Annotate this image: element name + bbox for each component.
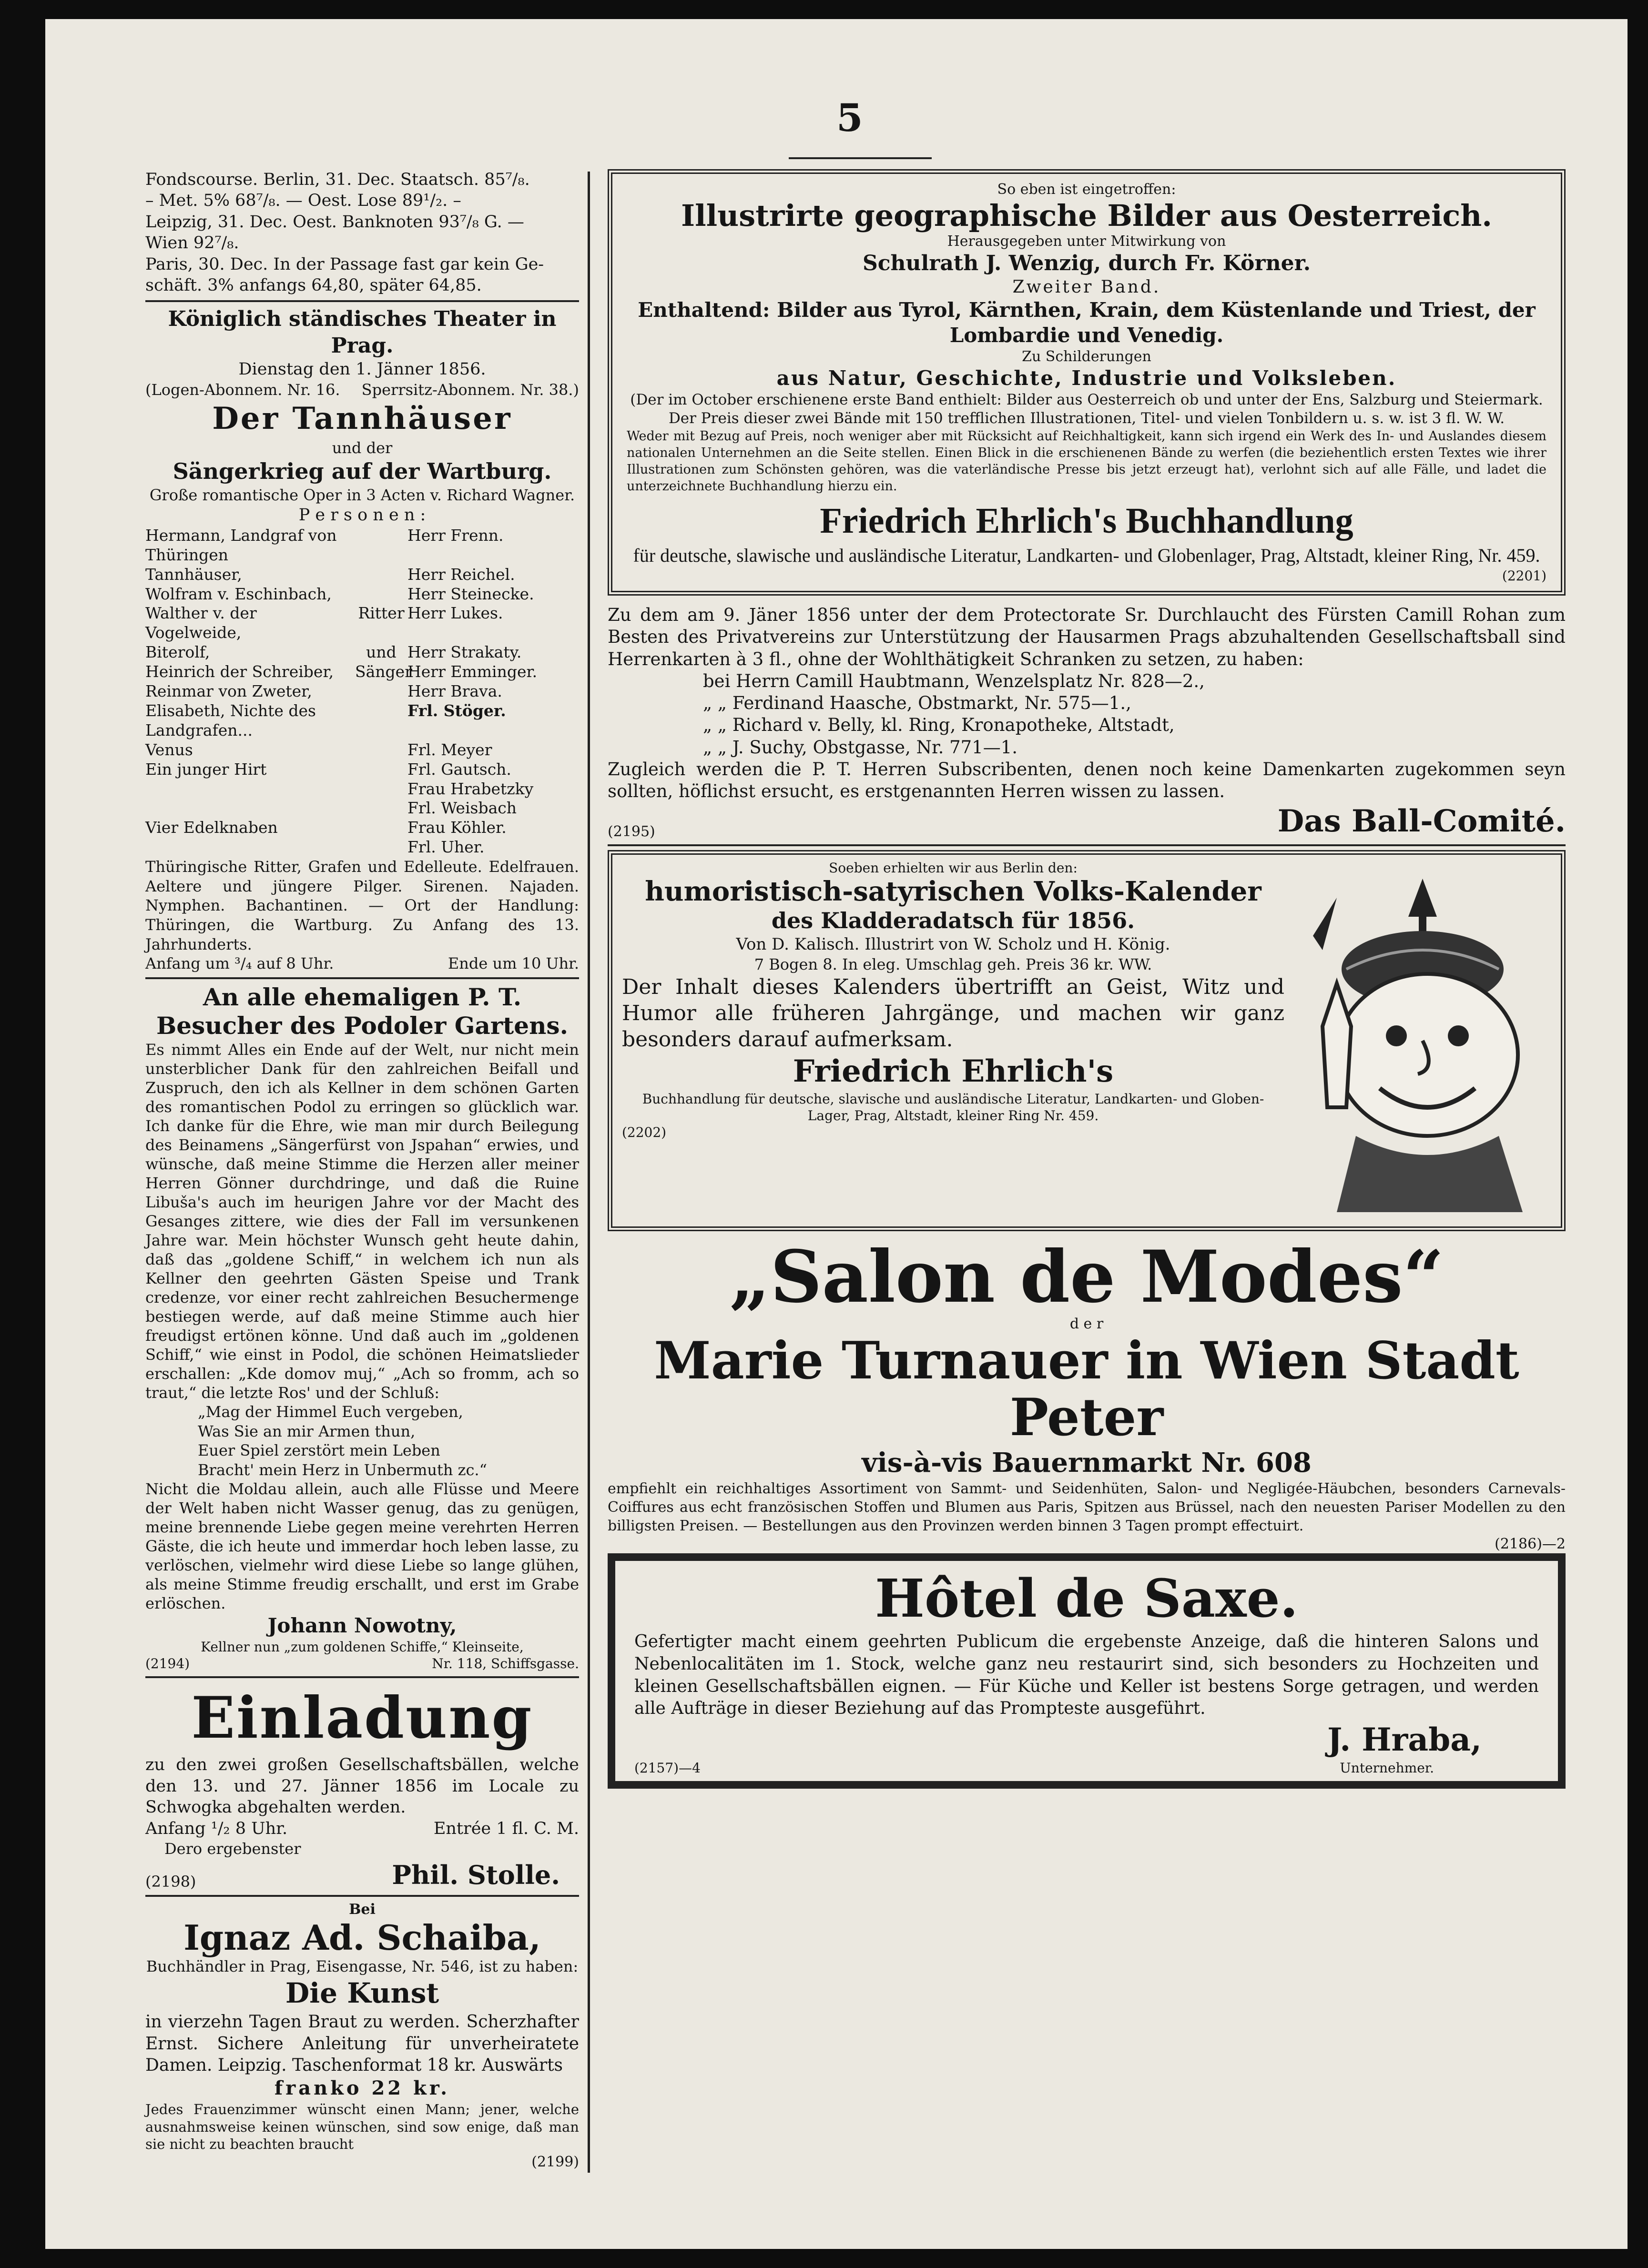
- cast-row: Vier Edelknaben Frau Köhler.: [145, 818, 507, 837]
- ad-number: (2157)—4: [634, 1760, 701, 1776]
- hotel-footer: [634, 1760, 1539, 1776]
- schaiba-notice: [145, 1901, 579, 2171]
- verse-line: Bracht' mein Herz in Unbermuth zc.“: [198, 1460, 487, 1479]
- kalender-shop: Friedrich Ehrlich's: [793, 1053, 1114, 1089]
- kalender-authors: Von D. Kalisch. Illustrirt von W. Scholz und H. König.: [736, 935, 1170, 954]
- cast-row: Hermann, Landgraf von Thüringen Herr Frenn.: [145, 526, 504, 564]
- salon-body: empfiehlt ein reichhaltiges Assortiment von Sammt- und Seidenhüten, Salon- und Negligée-Häubchen, besonders Carnevals-Coiffures aus echt französischen Stoffen und Blumen aus Paris, Spitzen aus Brüssel, nach den neuesten Pariser Modellen zu den billigsten Preisen. — Bestellungen aus den Provinzen werden binnen 3 Tagen prompt effectuirt.: [608, 1480, 1566, 1535]
- divider: [145, 1676, 579, 1678]
- podol-notice: [145, 983, 579, 1672]
- geo-author: Schulrath J. Wenzig, durch Fr. Körner.: [862, 251, 1311, 276]
- schaiba-bei: Bei: [349, 1901, 376, 1918]
- podol-body2: Nicht die Moldau allein, auch alle Flüsse und Meere der Welt haben nicht Wasser genug, das zu genügen, meine brennende Liebe gegen meine verehrten Herren Gäste, die ich heute und immerdar hoch leben lasse, zu verlöschen, vielmehr wird diese Liebe so lange glühen, als meine Stimme freudig erschallt, und erst im Grabe erlöschen.: [145, 1480, 579, 1613]
- exchange-line: Wien 92⁷/₈.: [145, 233, 239, 253]
- kalender-title: humoristisch-satyrischen Volks-Kalender: [645, 876, 1261, 908]
- geo-sub: Herausgegeben unter Mitwirkung von: [947, 233, 1226, 250]
- play-genre: Große romantische Oper in 3 Acten v. Richard Wagner.: [149, 486, 575, 504]
- ball-signature: Das Ball-Comité.: [1277, 803, 1566, 840]
- kladderadatsch-illustration: [1284, 860, 1551, 1222]
- page-number: 5: [836, 95, 863, 140]
- ball-list-item: „ „ J. Suchy, Obstgasse, Nr. 771—1.: [703, 737, 1018, 758]
- podol-signature: Johann Nowotny,: [267, 1614, 457, 1638]
- exchange-line: – Met. 5% 68⁷/₈. — Oest. Lose 89¹/₂. –: [145, 191, 461, 211]
- hotel-title: Hôtel de Saxe.: [875, 1567, 1298, 1629]
- right-column: [608, 169, 1566, 1797]
- cast-row: Reinmar von Zweter, Herr Brava.: [145, 682, 502, 701]
- play-subtitle: Sängerkrieg auf der Wartburg.: [173, 458, 552, 485]
- salon-title: „Salon de Modes“: [729, 1235, 1444, 1319]
- cast-row: Ein junger Hirt Frl. Gautsch.: [145, 759, 511, 779]
- abo-row: [145, 380, 579, 400]
- salon-ad: [608, 1235, 1566, 1553]
- play-title: Der Tannhäuser: [212, 401, 512, 437]
- einladung-notice: [145, 1682, 579, 1891]
- personen-heading: P e r s o n e n :: [298, 506, 426, 525]
- schaiba-franko: franko 22 kr.: [274, 2076, 450, 2099]
- ball-list-item: „ „ Richard v. Belly, kl. Ring, Kronapotheke, Altstadt,: [703, 715, 1175, 736]
- podol-body: Es nimmt Alles ein Ende auf der Welt, nur nicht mein unsterblicher Dank für den zahlreichen Beifall und Zuspruch, den ich als Kellner in dem schönen Garten des romantischen Podol zu erringen so glücklich war. Ich danke für die Ehre, wie man mir durch Beilegung des Beinamens „Sängerfürst von Jspahan“ erwies, und wünsche, daß meine Stimme die Herzen aller meiner Herren Gönner durchdringe, und daß die Ruine Libuša's auch im heurigen Jahre vor der Macht des Gesanges zittere, wie dies der Fall im versunkenen Jahre war. Mein höchster Wunsch geht heute dahin, daß das „goldene Schiff,“ in welchem ich nun als Kellner den geehrten Gästen Speise und Trank credenze, vor einer recht zahlreichen Besuchermenge bestiegen werde, auf daß meine Stimme auch hier freudigst ertönen könne. Und daß auch im „goldenen Schiff,“ wie einst in Podol, die schönen Heimatslieder erschallen: „Kde domov muj,“ „Ach so fromm, ach so traut,“ die letzte Ros' und der Schluß:: [145, 1040, 579, 1402]
- geo-themes: aus Natur, Geschichte, Industrie und Volksleben.: [776, 366, 1397, 390]
- cast-row: Biterolf, und Herr Strakaty.: [145, 643, 522, 662]
- kalender-ad: [608, 850, 1566, 1231]
- schaiba-title: Die Kunst: [285, 1977, 439, 2010]
- kalender-shop-sub: Buchhandlung für deutsche, slavische und ausländische Literatur, Landkarten- und Globen-Lager, Prag, Altstadt, kleiner Ring Nr. 459.: [642, 1091, 1264, 1124]
- hotel-signature: J. Hraba,: [1327, 1721, 1482, 1759]
- geo-contents: Enthaltend: Bilder aus Tyrol, Kärnthen, Krain, dem Küstenlande und Triest, der Lombardie und Venedig.: [638, 298, 1536, 347]
- divider: [145, 300, 579, 302]
- left-column: [145, 169, 579, 2171]
- podol-address: Nr. 118, Schiffsgasse.: [432, 1656, 579, 1672]
- schaiba-sub: Buchhändler in Prag, Eisengasse, Nr. 546, ist zu haben:: [146, 1957, 579, 1975]
- kladderadatsch-figure-image: [1294, 869, 1542, 1212]
- einladung-title: Einladung: [191, 1684, 533, 1752]
- ball-note: Zugleich werden die P. T. Herren Subscribenten, denen noch keine Damenkarten zugekommen seyn sollten, höflichst ersucht, es erstgenannten Herren wissen zu lassen.: [608, 759, 1566, 802]
- hotel-ad: [608, 1553, 1566, 1789]
- newspaper-page: [45, 19, 1628, 2249]
- ad-number: (2194): [145, 1656, 190, 1672]
- kalender-sub: des Kladderadatsch für 1856.: [771, 907, 1135, 933]
- salon-name: Marie Turnauer in Wien Stadt Peter: [654, 1331, 1519, 1448]
- cast-row: Wolfram v. Eschinbach, Herr Steinecke.: [145, 584, 534, 603]
- ball-list-item: „ „ Ferdinand Haasche, Obstmarkt, Nr. 575—1.,: [703, 693, 1131, 714]
- hotel-sign-sub: Unternehmer.: [1340, 1760, 1434, 1776]
- einladung-start: Anfang ¹/₂ 8 Uhr.: [145, 1819, 288, 1838]
- einladung-body: zu den zwei großen Gesellschaftsbällen, welche den 13. und 27. Jänner 1856 im Locale zu Schwogka abgehalten werden.: [145, 1755, 579, 1817]
- cast-row: Elisabeth, Nichte des Landgrafen... Frl. Stöger.: [145, 701, 506, 739]
- ad-number: (2198): [145, 1872, 196, 1891]
- podol-sign-sub: Kellner nun „zum goldenen Schiffe,“ Kleinseite,: [201, 1639, 524, 1655]
- theater-notice: [145, 306, 579, 973]
- kalender-intro: Soeben erhielten wir aus Berlin den:: [829, 860, 1078, 876]
- ad-number: (2186)—2: [1495, 1536, 1566, 1553]
- kalender-text: [622, 860, 1284, 1222]
- geo-zu: Zu Schilderungen: [1022, 348, 1151, 365]
- ball-list-item: bei Herrn Camill Haubtmann, Wenzelsplatz Nr. 828—2.,: [703, 670, 1205, 691]
- divider: [608, 844, 1566, 846]
- cast-row: Frl. Weisbach: [407, 799, 517, 818]
- kalender-format: 7 Bogen 8. In eleg. Umschlag geh. Preis 36 kr. WW.: [754, 955, 1152, 973]
- einladung-entree: Entrée 1 fl. C. M.: [433, 1819, 579, 1838]
- schaiba-note: Jedes Frauenzimmer wünscht einen Mann; jener, welche ausnahmsweise keinen wünschen, sind sow enige, daß man sie nicht zu beachten braucht: [145, 2101, 579, 2153]
- schaiba-body: in vierzehn Tagen Braut zu werden. Scherzhafter Ernst. Sichere Anleitung für unverheiratete Damen. Leipzig. Taschenformat 18 kr. Auswärts: [145, 2012, 579, 2076]
- end-time: Ende um 10 Uhr.: [448, 954, 579, 973]
- geo-title: Illustrirte geographische Bilder aus Oesterreich.: [681, 198, 1492, 233]
- ad-number: (2201): [1502, 568, 1546, 584]
- verse-line: Euer Spiel zerstört mein Leben: [198, 1441, 440, 1460]
- geo-note: (Der im October erschienene erste Band enthielt: Bilder aus Oesterreich ob und unter der Ens, Salzburg und Steiermark.: [630, 391, 1543, 409]
- abo-right: Sperrsitz-Abonnem. Nr. 38.): [361, 380, 579, 399]
- kalender-body: Der Inhalt dieses Kalenders übertrifft an Geist, Witz und Humor alle früheren Jahrgänge, und machen wir ganz besonders darauf aufmerksam.: [622, 974, 1284, 1052]
- podol-footer: [145, 1655, 579, 1672]
- einladung-dero: Dero ergebenster: [164, 1840, 301, 1858]
- cast-list: [145, 526, 579, 857]
- ball-body: Zu dem am 9. Jäner 1856 unter der dem Protectorate Sr. Durchlaucht des Fürsten Camill Rohan zum Besten des Privatvereins zur Unterstützung der Hausarmen Prags abzuhaltenden Gesellschaftsball sind Herrenkarten à 3 fl., ohne der Wohlthätigkeit Schranken zu setzen, zu haben:: [608, 605, 1566, 669]
- theater-date: Dienstag den 1. Jänner 1856.: [238, 360, 486, 379]
- exchange-line: Fondscourse. Berlin, 31. Dec. Staatsch. 85⁷/₈.: [145, 170, 530, 189]
- geo-price: Der Preis dieser zwei Bände mit 150 trefflichen Illustrationen, Titel- und vielen Tonbildern u. s. w. ist 3 fl. W. W.: [668, 410, 1505, 427]
- ad-number: (2199): [531, 2154, 579, 2171]
- ball-list: [608, 670, 1566, 759]
- divider: [145, 1895, 579, 1897]
- abo-left: (Logen-Abonnem. Nr. 16.: [145, 380, 340, 399]
- cast-row: Walther v. der Vogelweide, Ritter Herr Lukes.: [145, 604, 503, 642]
- header-rule: [789, 157, 932, 159]
- exchange-report: [145, 169, 579, 296]
- ball-notice: [608, 604, 1566, 840]
- exchange-line: schäft. 3% anfangs 64,80, später 64,85.: [145, 276, 482, 295]
- ad-number: (2195): [608, 823, 655, 840]
- kalender-layout: [622, 860, 1551, 1222]
- geo-band: Zweiter Band.: [1012, 277, 1161, 297]
- ball-sign-row: [608, 802, 1566, 840]
- ad-number: (2202): [622, 1124, 667, 1140]
- podol-verses: [145, 1402, 579, 1480]
- verse-line: „Mag der Himmel Euch vergeben,: [198, 1402, 463, 1421]
- einladung-signature: Phil. Stolle.: [392, 1859, 560, 1890]
- play-und: und der: [332, 438, 393, 457]
- einladung-sign-row: [145, 1859, 579, 1892]
- verse-line: Was Sie an mir Armen thun,: [198, 1422, 416, 1440]
- theater-extras: Thüringische Ritter, Grafen und Edelleute. Edelfrauen. Aeltere und jüngere Pilger. Sirenen. Najaden. Nymphen. Bachantinen. — Ort der Handlung: Thüringen, die Wartburg. Zu Anfang des 13. Jahrhunderts.: [145, 858, 579, 953]
- geo-intro: So eben ist eingetroffen:: [997, 181, 1176, 198]
- hotel-body: Gefertigter macht einem geehrten Publicum die ergebenste Anzeige, daß die hinteren Salons und Nebenlocalitäten im 1. Stock, welche ganz neu restaurirt sind, sich besonders zu Hochzeiten und kleinen Gesellschaftsbällen eignen. — Für Küche und Keller ist bestens Sorge getragen, und werden alle Aufträge in dieser Beziehung auf das Prompteste ausgeführt.: [634, 1632, 1539, 1719]
- geo-shop-sub: für deutsche, slawische und ausländische Literatur, Landkarten- und Globenlager, Prag, Altstadt, kleiner Ring, Nr. 459.: [633, 545, 1540, 567]
- salon-der: d e r: [1069, 1315, 1104, 1332]
- cast-row: Tannhäuser, Herr Reichel.: [145, 565, 515, 584]
- cast-row: Heinrich der Schreiber, Sänger Herr Emminger.: [145, 662, 538, 681]
- cast-row: Venus Frl. Meyer: [145, 740, 492, 759]
- salon-address: vis-à-vis Bauernmarkt Nr. 608: [862, 1447, 1312, 1479]
- exchange-line: Paris, 30. Dec. In der Passage fast gar kein Ge-: [145, 254, 544, 274]
- geo-body: Weder mit Bezug auf Preis, noch weniger aber mit Rücksicht auf Reichhaltigkeit, kann sich irgend ein Werk des In- und Auslandes diesem nationalen Unternehmen an die Seite stellen. Einen Blick in die erschienenen Bände zu werfen (die beziehentlich ersten Textes wie ihrer Illustrationen zum Schönsten gehören, was die vaterländische Presse bis jetzt erzeugt hat), verlohnt sich auf alle Fälle, und ladet die unterzeichnete Buchhandlung hierzu ein.: [627, 428, 1546, 494]
- start-time: Anfang um ³/₄ auf 8 Uhr.: [145, 954, 334, 973]
- divider: [145, 977, 579, 979]
- geo-ad: [608, 169, 1566, 596]
- cast-row: Frl. Uher.: [407, 838, 485, 857]
- cast-row: Frau Hrabetzky: [407, 779, 534, 798]
- exchange-line: Leipzig, 31. Dec. Oest. Banknoten 93⁷/₈ G. —: [145, 212, 524, 232]
- einladung-times: [145, 1818, 579, 1839]
- theater-title: Königlich ständisches Theater in Prag.: [168, 306, 557, 358]
- time-row: [145, 954, 579, 973]
- podol-title: An alle ehemaligen P. T. Besucher des Podoler Gartens.: [156, 982, 568, 1040]
- schaiba-name: Ignaz Ad. Schaiba,: [183, 1917, 541, 1958]
- column-divider: [588, 172, 590, 2173]
- geo-shop: Friedrich Ehrlich's Buchhandlung: [820, 501, 1353, 541]
